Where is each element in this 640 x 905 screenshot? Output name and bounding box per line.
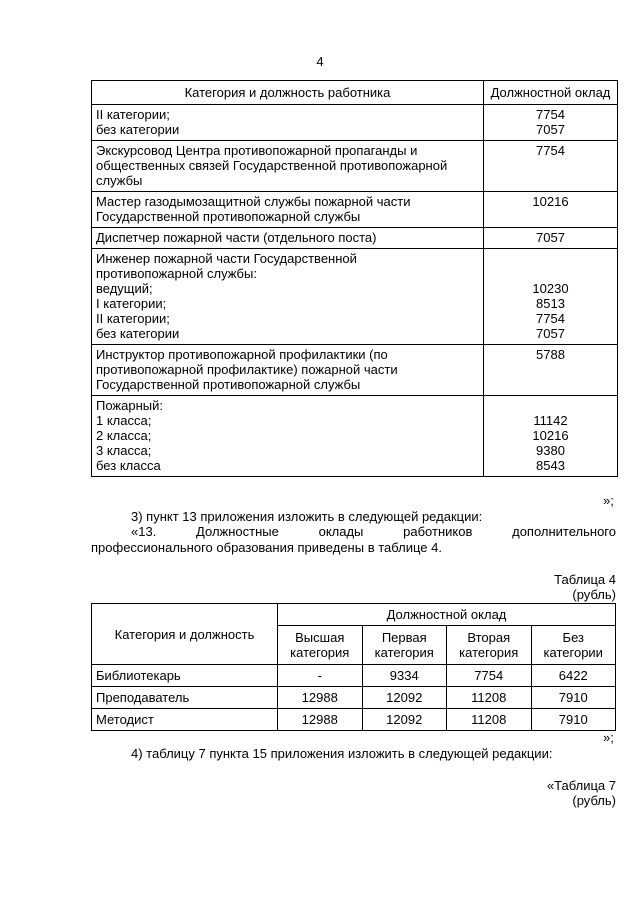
position-line: без категории: [96, 326, 180, 341]
table4-unit: (рубль): [572, 587, 616, 602]
salary-line: 11142: [533, 413, 568, 428]
salary-line: 10216: [532, 428, 569, 443]
salary-line: 8543: [536, 458, 565, 473]
salary-line: [488, 266, 613, 281]
table-row: [92, 687, 616, 709]
salary-value: [484, 192, 618, 228]
salary-value: -: [278, 665, 363, 687]
column-header-highest-category: Высшая категория: [278, 626, 363, 665]
salary-line: 7057: [536, 230, 565, 245]
position-name: Методист: [92, 709, 278, 731]
salary-table-body: [92, 105, 618, 477]
column-header-second-category: Вторая категория: [447, 626, 532, 665]
position-line: Инструктор противопожарной профилактики (по: [96, 347, 388, 362]
position-line: 2 класса;: [96, 428, 152, 443]
position-line: I категории;: [96, 296, 167, 311]
position-name: [92, 228, 484, 249]
position-line: II категории;: [96, 107, 170, 122]
table-row: [92, 192, 618, 228]
table-row: [92, 228, 618, 249]
salary-value: [484, 345, 618, 396]
table4-body: [92, 665, 616, 731]
position-name: [92, 192, 484, 228]
paragraph-item-4: 4) таблицу 7 пункта 15 приложения изложить в следующей редакции:: [131, 746, 553, 761]
salary-value: 7910: [531, 709, 616, 731]
table-row: [92, 249, 618, 345]
position-name: [92, 345, 484, 396]
position-line: общественных связей Государственной противопожарной: [96, 158, 448, 173]
position-line: Мастер газодымозащитной службы пожарной части: [96, 194, 411, 209]
column-header-category: Категория и должность: [92, 604, 278, 665]
salary-value: 11208: [447, 709, 532, 731]
table-row: [92, 665, 616, 687]
column-header-no-category: Без категории: [531, 626, 616, 665]
position-name: [92, 141, 484, 192]
position-line: Пожарный:: [96, 398, 163, 413]
column-header-salary: Должностной оклад: [484, 81, 618, 105]
additional-education-salary-table: [91, 603, 616, 731]
salary-line: 5788: [536, 347, 565, 362]
table-row: [92, 345, 618, 396]
salary-line: [488, 398, 613, 413]
salary-value: [484, 105, 618, 141]
salary-value: [484, 141, 618, 192]
position-line: без класса: [96, 458, 161, 473]
position-name: [92, 105, 484, 141]
position-line: ведущий;: [96, 281, 153, 296]
paragraph-item-3: 3) пункт 13 приложения изложить в следующей редакции:: [131, 509, 483, 524]
salary-line: [488, 251, 613, 266]
salary-value: 9334: [362, 665, 447, 687]
salary-line: 10216: [532, 194, 569, 209]
salary-value: [484, 249, 618, 345]
position-line: без категории: [96, 122, 180, 137]
position-line: 3 класса;: [96, 443, 152, 458]
paragraph-13-line-1: «13. Должностные оклады работников дополнительного: [131, 524, 616, 539]
table-row: [92, 709, 616, 731]
salary-line: 9380: [536, 443, 565, 458]
salary-line: 8513: [536, 296, 565, 311]
position-line: Диспетчер пожарной части (отдельного поста): [96, 230, 377, 245]
salary-value: [484, 396, 618, 477]
table-row: [92, 141, 618, 192]
paragraph-13-line-2: профессионального образования приведены в таблице 4.: [91, 540, 442, 555]
salary-value: 12092: [362, 709, 447, 731]
table4-end-mark: »;: [603, 730, 614, 745]
salary-value: 11208: [447, 687, 532, 709]
table7-unit: (рубль): [572, 793, 616, 808]
salary-line: 7057: [536, 326, 565, 341]
position-line: противопожарной службы:: [96, 266, 257, 281]
table4-title: Таблица 4: [554, 572, 616, 587]
position-name: [92, 249, 484, 345]
salary-line: 7057: [536, 122, 565, 137]
salary-value: [484, 228, 618, 249]
salary-value: 12988: [278, 687, 363, 709]
salary-line: 7754: [536, 311, 565, 326]
column-header-salary: Должностной оклад: [278, 604, 616, 626]
position-line: противопожарной профилактике) пожарной части: [96, 362, 398, 377]
column-header-first-category: Первая категория: [362, 626, 447, 665]
salary-value: 12092: [362, 687, 447, 709]
table7-title: «Таблица 7: [546, 778, 616, 793]
salary-value: 7910: [531, 687, 616, 709]
position-line: Экскурсовод Центра противопожарной пропаганды и: [96, 143, 418, 158]
salary-line: 10230: [532, 281, 569, 296]
position-line: Государственной противопожарной службы: [96, 377, 361, 392]
column-header-category: Категория и должность работника: [92, 81, 484, 105]
salary-value: 7754: [447, 665, 532, 687]
salary-line: 7754: [536, 143, 565, 158]
salary-line: 7754: [536, 107, 565, 122]
table-row: [92, 396, 618, 477]
table-row: [92, 105, 618, 141]
position-name: Преподаватель: [92, 687, 278, 709]
salary-value: 12988: [278, 709, 363, 731]
salary-table-continued: [91, 80, 618, 477]
position-line: службы: [96, 173, 143, 188]
page-number: 4: [316, 54, 324, 69]
table1-end-mark: »;: [603, 493, 614, 508]
position-line: Государственной противопожарной службы: [96, 209, 361, 224]
position-name: Библиотекарь: [92, 665, 278, 687]
position-line: II категории;: [96, 311, 170, 326]
position-name: [92, 396, 484, 477]
salary-value: 6422: [531, 665, 616, 687]
position-line: 1 класса;: [96, 413, 152, 428]
position-line: Инженер пожарной части Государственной: [96, 251, 357, 266]
